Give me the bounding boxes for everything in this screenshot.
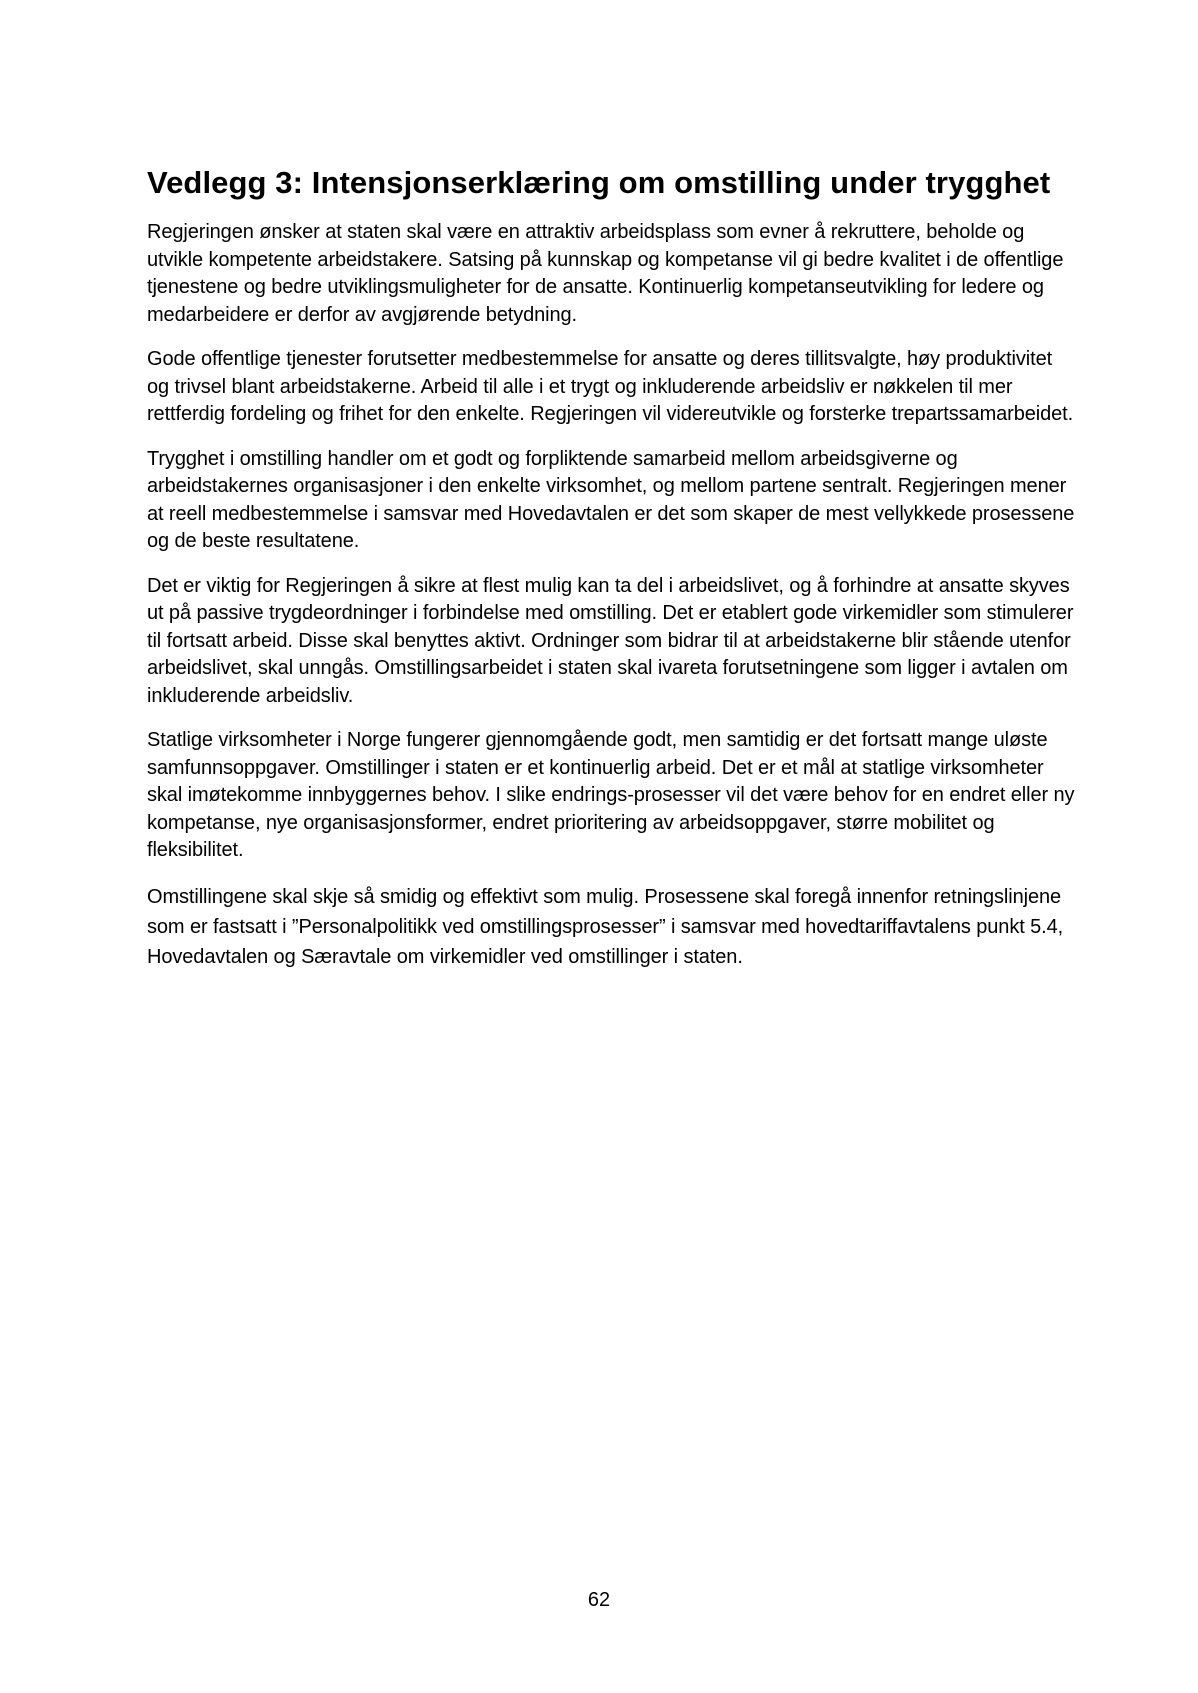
- page-number: 62: [587, 1589, 611, 1611]
- paragraph-5: Statlige virksomheter i Norge fungerer gjennomgående godt, men samtidig er det fortsatt mange uløste samfunnsoppgaver. Omstillinger i staten er et kontinuerlig arbeid. Det er et mål at statlige virksomheter skal imøtekomme innbyggernes behov. I slike endrings-prosesser vil det være behov for en endret eller ny kompetanse, nye organisasjonsformer, endret prioritering av arbeidsoppgaver, større mobilitet og fleksibilitet.: [147, 729, 1075, 861]
- paragraph-4: Det er viktig for Regjeringen å sikre at flest mulig kan ta del i arbeidslivet, og å forhindre at ansatte skyves ut på passive trygdeordninger i forbindelse med omstilling. Det er etablert gode virkemidler som stimulerer til fortsatt arbeid. Disse skal benyttes aktivt. Ordninger som bidrar til at arbeidstakerne blir stående utenfor arbeidslivet, skal unngås. Omstillingsarbeidet i staten skal ivareta forutsetningene som ligger i avtalen om inkluderende arbeidsliv.: [147, 574, 1074, 707]
- paragraph-1: Regjeringen ønsker at staten skal være en attraktiv arbeidsplass som evner å rekruttere, beholde og utvikle kompetente arbeidstakere. Satsing på kunnskap og kompetanse vil gi bedre kvalitet i de offentlige tjenestene og bedre utviklingsmuligheter for de ansatte. Kontinuerlig kompetanseutvikling for ledere og medarbeidere er derfor av avgjørende betydning.: [147, 221, 1064, 326]
- document-title: Vedlegg 3: Intensjonserklæring om omstilling under trygghet: [147, 165, 1051, 200]
- paragraph-3: Trygghet i omstilling handler om et godt og forpliktende samarbeid mellom arbeidsgiverne og arbeidstakernes organisasjoner i den enkelte virksomhet, og mellom partene sentralt. Regjeringen mener at reell medbestemmelse i samsvar med Hovedavtalen er det som skaper de mest vellykkede prosessene og de beste resultatene.: [147, 447, 1075, 552]
- page-content: [147, 160, 1077, 989]
- paragraph-2: Gode offentlige tjenester forutsetter medbestemmelse for ansatte og deres tillitsvalgte, høy produktivitet og trivsel blant arbeidstakerne. Arbeid til alle i et trygt og inkluderende arbeidsliv er nøkkelen til mer rettferdig fordeling og frihet for den enkelte. Regjeringen vil videreutvikle og forsterke trepartssamarbeidet.: [147, 348, 1074, 425]
- paragraph-6: Omstillingene skal skje så smidig og effektivt som mulig. Prosessene skal foregå innenfor retningslinjene som er fastsatt i ”Personalpolitikk ved omstillingsprosesser” i samsvar med hovedtariffavtalens punkt 5.4, Hovedavtalen og Særavtale om virkemidler ved omstillinger i staten.: [147, 885, 1064, 968]
